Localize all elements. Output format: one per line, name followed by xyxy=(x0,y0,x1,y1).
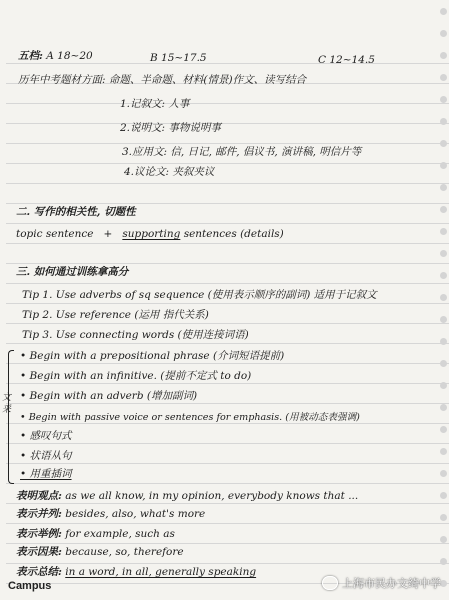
binder-hole xyxy=(440,228,447,235)
formula-plus: + xyxy=(103,228,113,240)
section2-formula xyxy=(16,228,284,241)
binder-hole xyxy=(440,536,447,543)
binder-hole xyxy=(440,272,447,279)
binder-hole xyxy=(440,140,447,147)
binder-hole xyxy=(440,206,447,213)
binder-hole xyxy=(440,558,447,565)
ruled-line xyxy=(6,103,449,104)
brand-logo: Campus xyxy=(8,580,52,592)
ruled-line xyxy=(6,243,449,244)
tip-line: Tip 1. Use adverbs of sq sequence (使用表示顺序的副词) 适用于记叙文 xyxy=(22,289,377,301)
watermark xyxy=(322,575,441,591)
binder-hole xyxy=(440,316,447,323)
phrase-text: for example, such as xyxy=(65,528,175,540)
binder-hole xyxy=(440,360,447,367)
tip-line: Tip 3. Use connecting words (使用连接词语) xyxy=(22,329,249,341)
ruled-line xyxy=(6,403,449,404)
phrase-label: 表明观点: xyxy=(16,490,62,502)
binder-hole xyxy=(440,448,447,455)
phrase-label: 表示总结: xyxy=(16,566,62,578)
ruled-line xyxy=(6,523,449,524)
phrase-line xyxy=(16,528,175,541)
score-a: A 18~20 xyxy=(46,50,93,62)
phrase-text: besides, also, what's more xyxy=(65,508,206,520)
ruled-line xyxy=(6,483,449,484)
phrase-text: as we all know, in my opinion, everybody knows that ... xyxy=(65,490,359,502)
binder-hole xyxy=(440,470,447,477)
bullet-item: • 感叹句式 xyxy=(20,430,72,442)
side-label: 文采 xyxy=(2,393,12,415)
score-label: 五档: xyxy=(18,50,43,62)
phrase-line xyxy=(16,490,358,503)
phrase-label: 表示举例: xyxy=(16,528,62,540)
score-b: B 15~17.5 xyxy=(150,52,207,64)
bullet-item: • Begin with an infinitive. (提前不定式 to do) xyxy=(20,370,252,382)
type-item: 1.记叙文: 人事 xyxy=(120,98,190,110)
bullet-item: • 状语从句 xyxy=(20,450,72,462)
ruled-line xyxy=(6,143,449,144)
binder-hole xyxy=(440,382,447,389)
ruled-line xyxy=(6,503,449,504)
ruled-line xyxy=(6,383,449,384)
binder-hole xyxy=(440,580,447,587)
bracket xyxy=(8,350,14,484)
binder-hole xyxy=(440,338,447,345)
binder-holes xyxy=(435,0,449,600)
type-item: 3.应用文: 信, 日记, 邮件, 倡议书, 演讲稿, 明信片等 xyxy=(122,146,362,158)
section2-title: 二. 写作的相关性, 切题性 xyxy=(16,206,136,218)
ruled-line xyxy=(6,123,449,124)
bullet-item: • 用重插词 xyxy=(20,468,72,480)
type-item: 2.说明文: 事物说明事 xyxy=(120,122,221,134)
binder-hole xyxy=(440,184,447,191)
phrase-label: 表示因果: xyxy=(16,546,62,558)
binder-hole xyxy=(440,492,447,499)
ruled-line xyxy=(6,303,449,304)
binder-hole xyxy=(440,52,447,59)
ruled-line xyxy=(6,223,449,224)
binder-hole xyxy=(440,294,447,301)
phrase-text: because, so, therefore xyxy=(65,546,184,558)
topic-types: 历年中考题材方面: 命题、半命题、材料(情景)作文、读写结合 xyxy=(18,74,307,86)
binder-hole xyxy=(440,426,447,433)
ruled-line xyxy=(6,63,449,64)
ruled-line xyxy=(6,163,449,164)
phrase-line xyxy=(16,566,256,579)
ruled-line xyxy=(6,283,449,284)
phrase-line xyxy=(16,546,184,559)
ruled-line xyxy=(6,343,449,344)
phrase-text: in a word, in all, generally speaking xyxy=(65,566,257,578)
ruled-line xyxy=(6,463,449,464)
formula-supporting: supporting xyxy=(122,228,181,240)
ruled-line xyxy=(6,543,449,544)
ruled-line xyxy=(6,323,449,324)
wechat-icon xyxy=(322,576,338,590)
phrase-line xyxy=(16,508,205,521)
score-line xyxy=(18,50,93,63)
ruled-line xyxy=(6,363,449,364)
bullet-item: • Begin with a prepositional phrase (介词短语提前) xyxy=(20,350,285,362)
binder-hole xyxy=(440,96,447,103)
phrase-label: 表示并列: xyxy=(16,508,62,520)
formula-details: sentences (details) xyxy=(183,228,284,240)
formula-topic: topic sentence xyxy=(16,228,94,240)
ruled-line xyxy=(6,443,449,444)
ruled-line xyxy=(6,183,449,184)
watermark-text: 上海市民办文绮中学 xyxy=(342,578,441,590)
binder-hole xyxy=(440,8,447,15)
tip-line: Tip 2. Use reference (运用 指代关系) xyxy=(22,309,209,321)
binder-hole xyxy=(440,30,447,37)
ruled-line xyxy=(6,203,449,204)
binder-hole xyxy=(440,514,447,521)
section3-title: 三. 如何通过训练拿高分 xyxy=(16,266,129,278)
binder-hole xyxy=(440,162,447,169)
score-c: C 12~14.5 xyxy=(318,54,375,66)
ruled-line xyxy=(6,563,449,564)
ruled-line xyxy=(6,263,449,264)
binder-hole xyxy=(440,74,447,81)
binder-hole xyxy=(440,118,447,125)
bullet-item: • Begin with passive voice or sentences for emphasis. (用被动态表强调) xyxy=(20,412,360,423)
bullet-item: • Begin with an adverb (增加副词) xyxy=(20,390,198,402)
binder-hole xyxy=(440,404,447,411)
binder-hole xyxy=(440,250,447,257)
type-item: 4.议论文: 夹叙夹议 xyxy=(124,166,215,178)
